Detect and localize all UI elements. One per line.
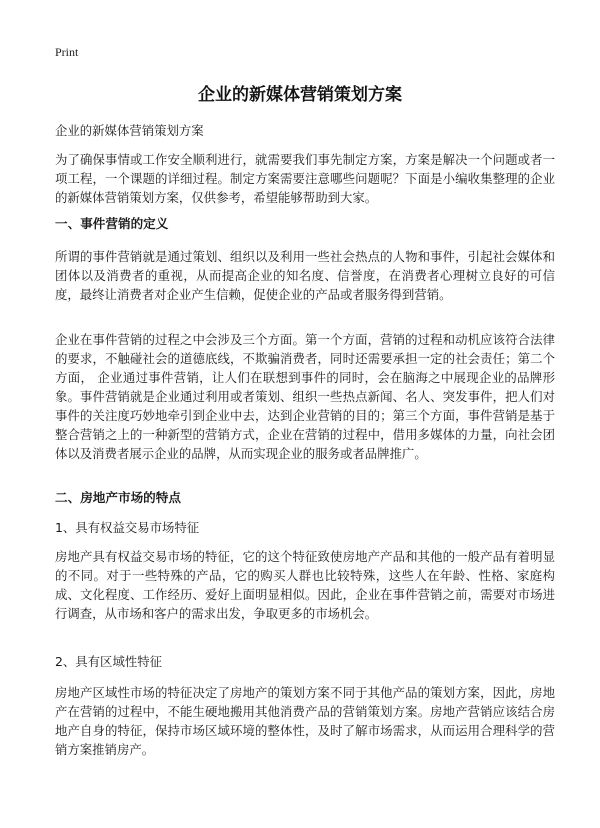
document-subtitle: 企业的新媒体营销策划方案 bbox=[55, 123, 204, 138]
section-heading-2: 二、房地产市场的特点 bbox=[55, 490, 181, 505]
subsection-heading-2: 2、具有区域性特征 bbox=[55, 654, 163, 669]
subsection-1-paragraph: 房地产具有权益交易市场的特征，它的这个特征致使房地产产品和其他的一般产品有着明显的不同。对于一些特殊的产品，它的购买人群也比较特殊，这些人在年龄、性格、家庭构成、文化程度、工作经历、爱好上面明显相似。因此，企业在事件营销之前，需要对市场进行调查，从市场和客户的需求出发，争取更多的市场机会。 bbox=[55, 549, 555, 621]
section-heading-1: 一、事件营销的定义 bbox=[55, 216, 169, 231]
print-link[interactable]: Print bbox=[55, 45, 79, 59]
section-1-paragraph-2: 企业在事件营销的过程之中会涉及三个方面。第一个方面，营销的过程和动机应该符合法律的要求，不触碰社会的道德底线，不欺骗消费者，同时还需要承担一定的社会责任；第二个方面， 企业通过事件营销，让人们在联想到事件的同时，会在脑海之中展现企业的品牌形象。事件营销就是企业通过利用或者策划、组织一些热点新闻、名人、突发事件，把人们对事件的关注度巧妙地牵引到企业中去，达到企业营销的目的；第三个方面，事件营销是基于整合营销之上的一种新型的营销方式，企业在营销的过程中，借用多媒体的力量，向社会团体以及消费者展示企业的品牌，从而实现企业的服务或者品牌推广。 bbox=[55, 332, 555, 461]
subsection-2-paragraph: 房地产区域性市场的特征决定了房地产的策划方案不同于其他产品的策划方案，因此，房地产在营销的过程中，不能生硬地搬用其他消费产品的营销策划方案。房地产营销应该结合房地产自身的特征，保持市场区域环境的整体性，及时了解市场需求，从而运用合理科学的营销方案推销房产。 bbox=[55, 685, 555, 757]
intro-paragraph: 为了确保事情或工作安全顺利进行，就需要我们事先制定方案，方案是解决一个问题或者一项工程，一个课题的详细过程。制定方案需要注意哪些问题呢？下面是小编收集整理的企业的新媒体营销策划方案，仅供参考，希望能够帮助到大家。 bbox=[55, 152, 555, 205]
subsection-heading-1: 1、具有权益交易市场特征 bbox=[55, 520, 200, 535]
section-1-paragraph-1: 所谓的事件营销就是通过策划、组织以及利用一些社会热点的人物和事件，引起社会媒体和团体以及消费者的重视，从而提高企业的知名度、信誉度，在消费者心理树立良好的可信度，最终让消费者对企业产生信赖，促使企业的产品或者服务得到营销。 bbox=[55, 249, 555, 302]
page-title: 企业的新媒体营销策划方案 bbox=[198, 85, 402, 105]
